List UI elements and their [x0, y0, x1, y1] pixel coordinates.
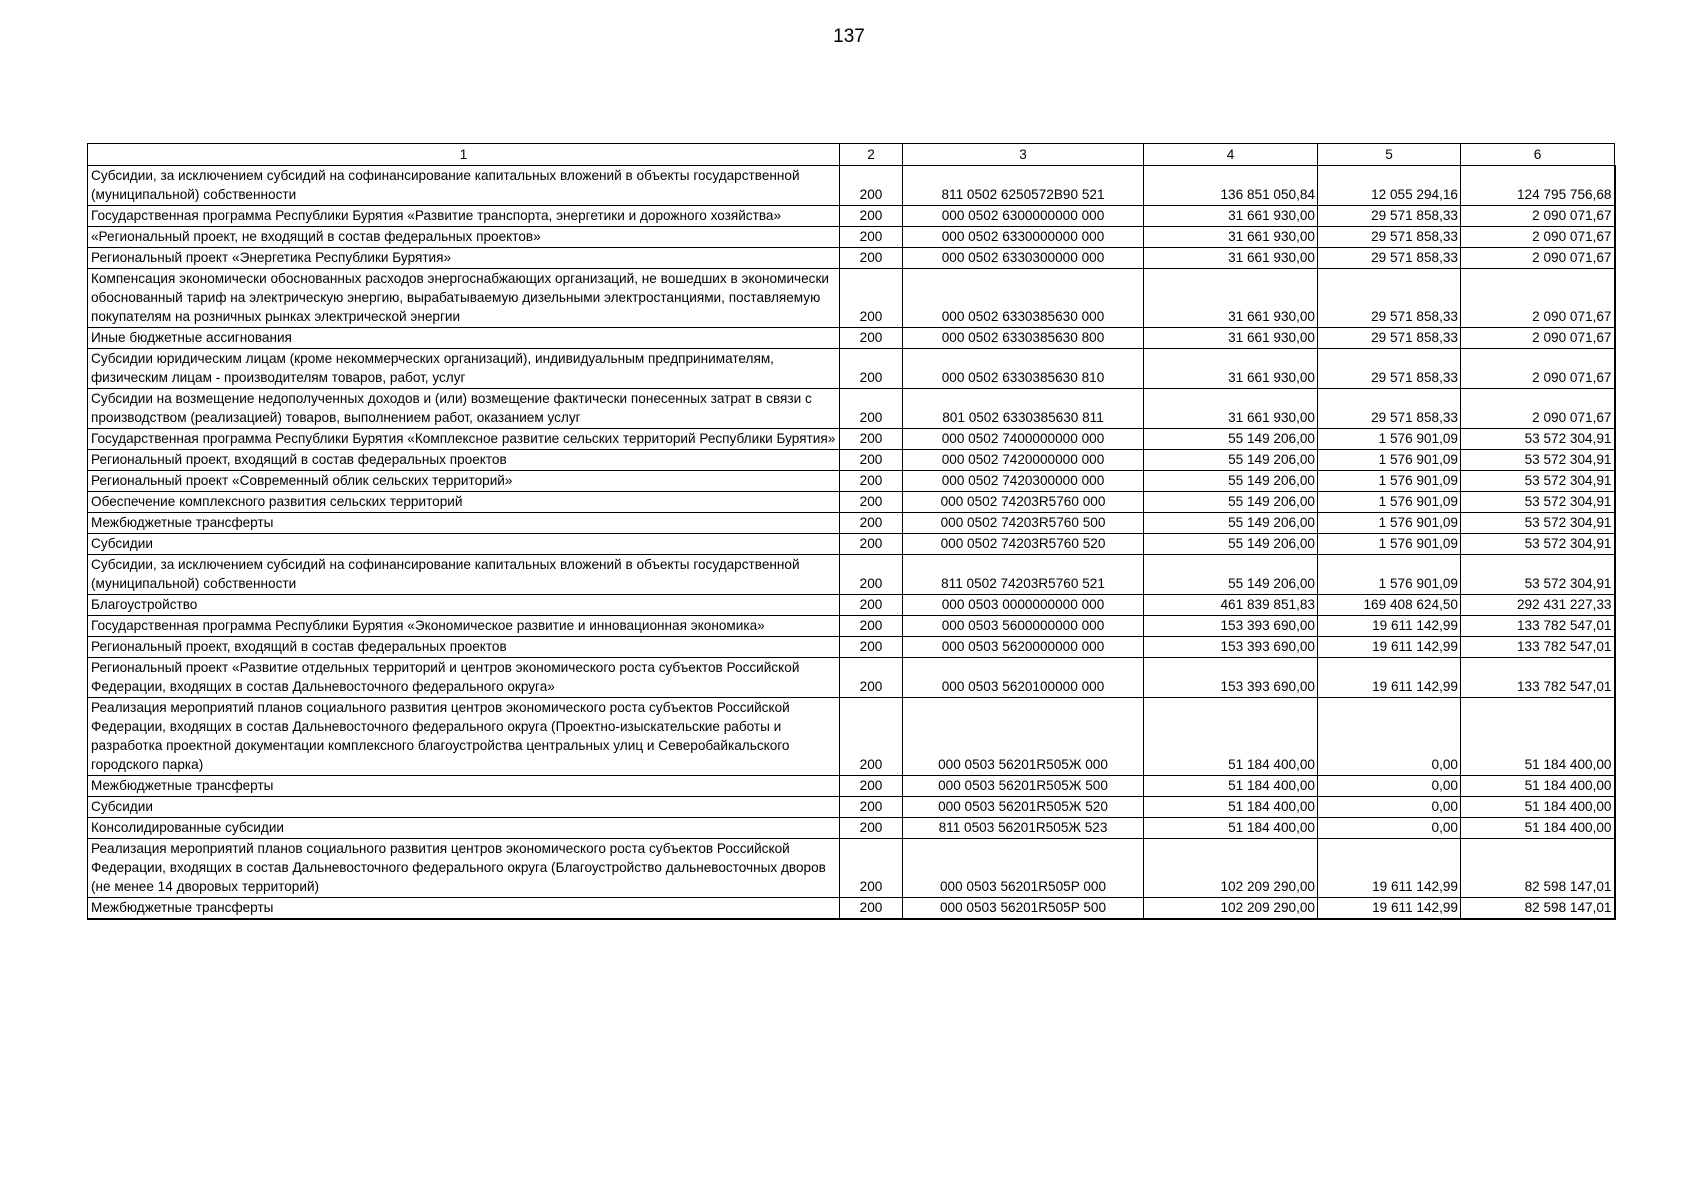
- row-col4-value: 102 209 290,00: [1144, 839, 1318, 898]
- table-row: [88, 776, 1615, 797]
- row-col6-value: 292 431 227,33: [1461, 595, 1615, 616]
- row-col5-value: 1 576 901,09: [1318, 429, 1461, 450]
- row-col5-value: 12 055 294,16: [1318, 166, 1461, 206]
- row-col2-cell: 200: [840, 450, 903, 471]
- table-row: [88, 269, 1615, 328]
- row-col6-value: 2 090 071,67: [1461, 227, 1615, 248]
- row-col6-value: 53 572 304,91: [1461, 555, 1615, 595]
- row-col4-value: 31 661 930,00: [1144, 227, 1318, 248]
- table-row: [88, 818, 1615, 839]
- row-code-cell: 000 0502 74203R5760 000: [903, 492, 1144, 513]
- row-col5-value: 19 611 142,99: [1318, 616, 1461, 637]
- row-code-cell: 000 0502 6330000000 000: [903, 227, 1144, 248]
- row-col2-cell: 200: [840, 616, 903, 637]
- row-col4-value: 136 851 050,84: [1144, 166, 1318, 206]
- row-col6-value: 51 184 400,00: [1461, 776, 1615, 797]
- row-col2-cell: 200: [840, 698, 903, 776]
- header-col-2: 2: [840, 144, 903, 166]
- row-code-cell: 000 0502 6330385630 800: [903, 328, 1144, 349]
- row-col4-value: 55 149 206,00: [1144, 513, 1318, 534]
- row-col6-value: 53 572 304,91: [1461, 513, 1615, 534]
- header-col-5: 5: [1318, 144, 1461, 166]
- row-code-cell: 000 0502 74203R5760 520: [903, 534, 1144, 555]
- row-name-cell: Субсидии на возмещение недополученных доходов и (или) возмещение фактически понесенных затрат в связи с производством (реализацией) товаров, выполнением работ, оказанием услуг: [88, 389, 840, 429]
- budget-table: [87, 143, 1616, 920]
- row-col2-cell: 200: [840, 429, 903, 450]
- row-col5-value: 29 571 858,33: [1318, 248, 1461, 269]
- table-row: [88, 227, 1615, 248]
- row-name-cell: Региональный проект «Энергетика Республики Бурятия»: [88, 248, 840, 269]
- row-name-cell: Субсидии, за исключением субсидий на софинансирование капитальных вложений в объекты государственной (муниципальной) собственности: [88, 555, 840, 595]
- row-col2-cell: 200: [840, 349, 903, 389]
- row-code-cell: 811 0502 74203R5760 521: [903, 555, 1144, 595]
- row-col6-value: 51 184 400,00: [1461, 698, 1615, 776]
- row-name-cell: Компенсация экономически обоснованных расходов энергоснабжающих организаций, не вошедших в экономически обоснованный тариф на электрическую энергию, вырабатываемую дизельными электростанциями, поставляемую покупателям на розничных рынках электрической энергии: [88, 269, 840, 328]
- row-col5-value: 0,00: [1318, 776, 1461, 797]
- row-col6-value: 51 184 400,00: [1461, 797, 1615, 818]
- row-col5-value: 169 408 624,50: [1318, 595, 1461, 616]
- row-name-cell: Субсидии: [88, 797, 840, 818]
- row-col2-cell: 200: [840, 328, 903, 349]
- row-code-cell: 801 0502 6330385630 811: [903, 389, 1144, 429]
- row-col5-value: 29 571 858,33: [1318, 389, 1461, 429]
- row-name-cell: Реализация мероприятий планов социального развития центров экономического роста субъектов Российской Федерации, входящих в состав Дальневосточного федерального округа (Благоустройство дальневосточных дворов (не менее 14 дворовых территорий): [88, 839, 840, 898]
- row-col4-value: 55 149 206,00: [1144, 450, 1318, 471]
- row-col5-value: 19 611 142,99: [1318, 839, 1461, 898]
- row-code-cell: 811 0503 56201R505Ж 523: [903, 818, 1144, 839]
- row-code-cell: 000 0502 6300000000 000: [903, 206, 1144, 227]
- row-code-cell: 000 0503 0000000000 000: [903, 595, 1144, 616]
- row-col2-cell: 200: [840, 839, 903, 898]
- row-col6-value: 133 782 547,01: [1461, 616, 1615, 637]
- row-code-cell: 000 0502 7420000000 000: [903, 450, 1144, 471]
- row-name-cell: Иные бюджетные ассигнования: [88, 328, 840, 349]
- row-name-cell: Государственная программа Республики Бурятия «Экономическое развитие и инновационная экономика»: [88, 616, 840, 637]
- row-col4-value: 153 393 690,00: [1144, 658, 1318, 698]
- row-col2-cell: 200: [840, 389, 903, 429]
- table-row: [88, 513, 1615, 534]
- row-col2-cell: 200: [840, 637, 903, 658]
- row-col5-value: 0,00: [1318, 818, 1461, 839]
- row-code-cell: 000 0502 6330385630 000: [903, 269, 1144, 328]
- row-col2-cell: 200: [840, 269, 903, 328]
- row-col5-value: 19 611 142,99: [1318, 898, 1461, 920]
- header-col-3: 3: [903, 144, 1144, 166]
- row-code-cell: 811 0502 6250572В90 521: [903, 166, 1144, 206]
- row-name-cell: «Региональный проект, не входящий в состав федеральных проектов»: [88, 227, 840, 248]
- row-code-cell: 000 0502 74203R5760 500: [903, 513, 1144, 534]
- row-col4-value: 55 149 206,00: [1144, 429, 1318, 450]
- row-col5-value: 19 611 142,99: [1318, 658, 1461, 698]
- row-col4-value: 102 209 290,00: [1144, 898, 1318, 920]
- row-col6-value: 53 572 304,91: [1461, 471, 1615, 492]
- row-code-cell: 000 0503 5600000000 000: [903, 616, 1144, 637]
- row-col6-value: 2 090 071,67: [1461, 389, 1615, 429]
- row-col2-cell: 200: [840, 492, 903, 513]
- row-code-cell: 000 0503 56201R505Ж 500: [903, 776, 1144, 797]
- row-col2-cell: 200: [840, 595, 903, 616]
- row-code-cell: 000 0503 5620000000 000: [903, 637, 1144, 658]
- row-col4-value: 31 661 930,00: [1144, 269, 1318, 328]
- row-col6-value: 53 572 304,91: [1461, 429, 1615, 450]
- row-col6-value: 53 572 304,91: [1461, 492, 1615, 513]
- row-col5-value: 19 611 142,99: [1318, 637, 1461, 658]
- table-row: [88, 471, 1615, 492]
- row-col6-value: 53 572 304,91: [1461, 450, 1615, 471]
- row-col4-value: 55 149 206,00: [1144, 534, 1318, 555]
- row-col2-cell: 200: [840, 555, 903, 595]
- header-col-1: 1: [88, 144, 840, 166]
- row-col4-value: 461 839 851,83: [1144, 595, 1318, 616]
- row-col4-value: 31 661 930,00: [1144, 248, 1318, 269]
- table-row: [88, 698, 1615, 776]
- row-col4-value: 55 149 206,00: [1144, 471, 1318, 492]
- row-col5-value: 29 571 858,33: [1318, 269, 1461, 328]
- table-row: [88, 349, 1615, 389]
- row-col2-cell: 200: [840, 513, 903, 534]
- row-col4-value: 31 661 930,00: [1144, 206, 1318, 227]
- row-col4-value: 51 184 400,00: [1144, 698, 1318, 776]
- row-col4-value: 31 661 930,00: [1144, 349, 1318, 389]
- row-col4-value: 51 184 400,00: [1144, 776, 1318, 797]
- table-row: [88, 166, 1615, 206]
- row-col5-value: 29 571 858,33: [1318, 349, 1461, 389]
- row-col5-value: 29 571 858,33: [1318, 227, 1461, 248]
- row-col4-value: 51 184 400,00: [1144, 818, 1318, 839]
- page-number: 137: [833, 26, 865, 47]
- table-row: [88, 839, 1615, 898]
- row-col2-cell: 200: [840, 658, 903, 698]
- row-name-cell: Консолидированные субсидии: [88, 818, 840, 839]
- row-name-cell: Субсидии юридическим лицам (кроме некоммерческих организаций), индивидуальным предпринимателям, физическим лицам - производителям товаров, работ, услуг: [88, 349, 840, 389]
- row-col5-value: 1 576 901,09: [1318, 513, 1461, 534]
- table-row: [88, 637, 1615, 658]
- row-name-cell: Государственная программа Республики Бурятия «Развитие транспорта, энергетики и дорожного хозяйства»: [88, 206, 840, 227]
- row-col5-value: 1 576 901,09: [1318, 450, 1461, 471]
- row-col2-cell: 200: [840, 797, 903, 818]
- row-col5-value: 0,00: [1318, 698, 1461, 776]
- row-col6-value: 133 782 547,01: [1461, 637, 1615, 658]
- row-code-cell: 000 0503 56201R505Ж 520: [903, 797, 1144, 818]
- row-col5-value: 1 576 901,09: [1318, 555, 1461, 595]
- row-col5-value: 1 576 901,09: [1318, 534, 1461, 555]
- table-row: [88, 555, 1615, 595]
- row-code-cell: 000 0502 7420300000 000: [903, 471, 1144, 492]
- row-col2-cell: 200: [840, 166, 903, 206]
- table-row: [88, 450, 1615, 471]
- row-col5-value: 0,00: [1318, 797, 1461, 818]
- row-code-cell: 000 0503 56201R505Ж 000: [903, 698, 1144, 776]
- row-name-cell: Региональный проект, входящий в состав федеральных проектов: [88, 450, 840, 471]
- row-col2-cell: 200: [840, 898, 903, 920]
- row-col6-value: 2 090 071,67: [1461, 248, 1615, 269]
- table-row: [88, 206, 1615, 227]
- table-body: [88, 166, 1615, 920]
- row-col5-value: 1 576 901,09: [1318, 492, 1461, 513]
- row-col6-value: 133 782 547,01: [1461, 658, 1615, 698]
- row-name-cell: Региональный проект, входящий в состав федеральных проектов: [88, 637, 840, 658]
- row-name-cell: Региональный проект «Современный облик сельских территорий»: [88, 471, 840, 492]
- row-name-cell: Государственная программа Республики Бурятия «Комплексное развитие сельских территорий Республики Бурятия»: [88, 429, 840, 450]
- row-code-cell: 000 0502 6330300000 000: [903, 248, 1144, 269]
- table-row: [88, 616, 1615, 637]
- row-code-cell: 000 0503 56201R505P 500: [903, 898, 1144, 920]
- row-code-cell: 000 0503 56201R505P 000: [903, 839, 1144, 898]
- row-col4-value: 55 149 206,00: [1144, 492, 1318, 513]
- row-col6-value: 2 090 071,67: [1461, 349, 1615, 389]
- row-col4-value: 51 184 400,00: [1144, 797, 1318, 818]
- row-name-cell: Субсидии, за исключением субсидий на софинансирование капитальных вложений в объекты государственной (муниципальной) собственности: [88, 166, 840, 206]
- row-name-cell: Обеспечение комплексного развития сельских территорий: [88, 492, 840, 513]
- table-row: [88, 429, 1615, 450]
- header-col-4: 4: [1144, 144, 1318, 166]
- table-row: [88, 248, 1615, 269]
- row-col6-value: 2 090 071,67: [1461, 206, 1615, 227]
- table-row: [88, 492, 1615, 513]
- row-col2-cell: 200: [840, 248, 903, 269]
- row-col4-value: 31 661 930,00: [1144, 328, 1318, 349]
- row-name-cell: Региональный проект «Развитие отдельных территорий и центров экономического роста субъектов Российской Федерации, входящих в состав Дальневосточного федерального округа»: [88, 658, 840, 698]
- row-name-cell: Межбюджетные трансферты: [88, 776, 840, 797]
- row-col6-value: 124 795 756,68: [1461, 166, 1615, 206]
- table-header-row: [88, 144, 1615, 166]
- table-row: [88, 389, 1615, 429]
- row-name-cell: Благоустройство: [88, 595, 840, 616]
- row-col4-value: 55 149 206,00: [1144, 555, 1318, 595]
- row-col6-value: 51 184 400,00: [1461, 818, 1615, 839]
- table-row: [88, 534, 1615, 555]
- table-row: [88, 328, 1615, 349]
- row-col6-value: 2 090 071,67: [1461, 328, 1615, 349]
- row-col5-value: 29 571 858,33: [1318, 206, 1461, 227]
- row-col6-value: 53 572 304,91: [1461, 534, 1615, 555]
- row-name-cell: Межбюджетные трансферты: [88, 513, 840, 534]
- row-col6-value: 82 598 147,01: [1461, 898, 1615, 920]
- row-code-cell: 000 0502 7400000000 000: [903, 429, 1144, 450]
- row-name-cell: Реализация мероприятий планов социального развития центров экономического роста субъектов Российской Федерации, входящих в состав Дальневосточного федерального округа (Проектно-изыскательские работы и разработка проектной документации комплексного благоустройства центральных улиц и Северобайкальского городского парка): [88, 698, 840, 776]
- row-name-cell: Субсидии: [88, 534, 840, 555]
- row-col6-value: 2 090 071,67: [1461, 269, 1615, 328]
- row-col4-value: 153 393 690,00: [1144, 637, 1318, 658]
- row-name-cell: Межбюджетные трансферты: [88, 898, 840, 920]
- table-row: [88, 658, 1615, 698]
- row-col2-cell: 200: [840, 534, 903, 555]
- row-col4-value: 31 661 930,00: [1144, 389, 1318, 429]
- table-row: [88, 797, 1615, 818]
- row-col6-value: 82 598 147,01: [1461, 839, 1615, 898]
- row-col5-value: 1 576 901,09: [1318, 471, 1461, 492]
- row-col5-value: 29 571 858,33: [1318, 328, 1461, 349]
- header-col-6: 6: [1461, 144, 1615, 166]
- row-col2-cell: 200: [840, 227, 903, 248]
- row-col4-value: 153 393 690,00: [1144, 616, 1318, 637]
- table-row: [88, 898, 1615, 920]
- row-code-cell: 000 0503 5620100000 000: [903, 658, 1144, 698]
- row-code-cell: 000 0502 6330385630 810: [903, 349, 1144, 389]
- row-col2-cell: 200: [840, 818, 903, 839]
- row-col2-cell: 200: [840, 206, 903, 227]
- row-col2-cell: 200: [840, 471, 903, 492]
- row-col2-cell: 200: [840, 776, 903, 797]
- table-row: [88, 595, 1615, 616]
